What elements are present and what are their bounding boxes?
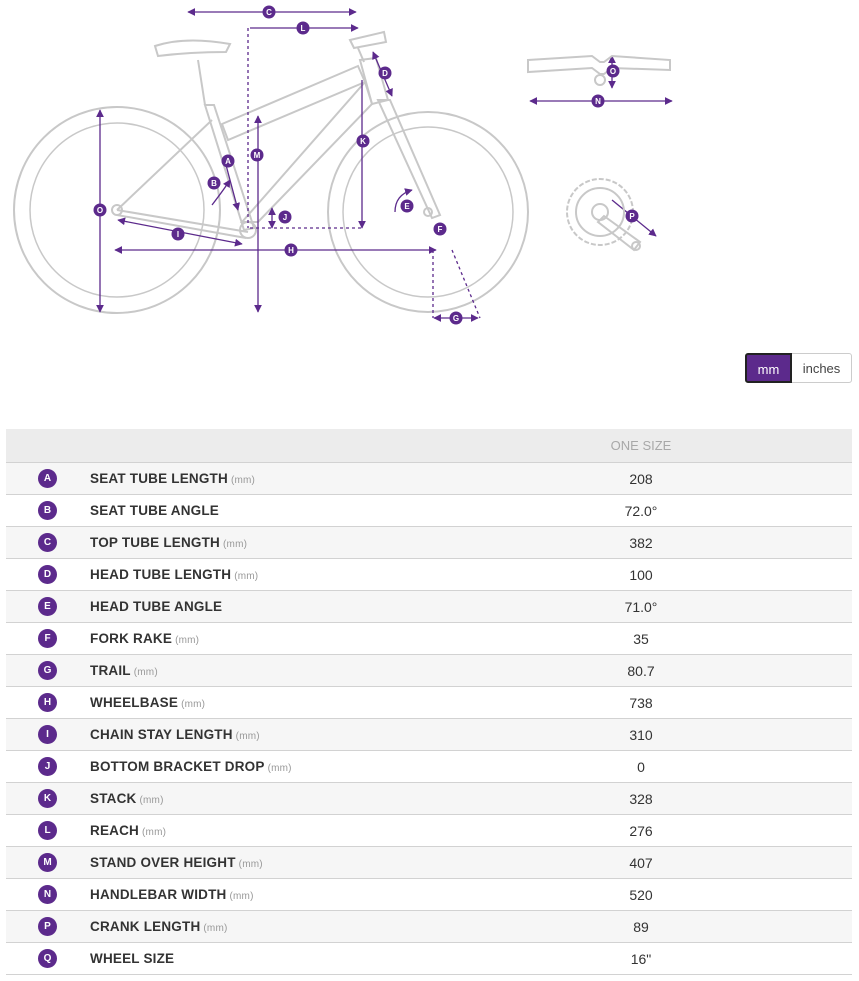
top-tube (222, 66, 365, 140)
row-name-cell (90, 623, 430, 655)
row-letter-cell (6, 495, 90, 527)
row-letter-cell (6, 751, 90, 783)
chain-stay (117, 210, 248, 232)
mm-button[interactable]: mm (745, 353, 792, 383)
measurement-value: 0 (430, 751, 852, 783)
row-name-cell (90, 495, 430, 527)
svg-text:A: A (225, 157, 231, 166)
letter-badge: F (38, 629, 57, 648)
dimension-lines (100, 12, 672, 318)
letter-badge: Q (38, 949, 57, 968)
table-row (6, 495, 852, 527)
row-name-cell (90, 783, 430, 815)
letter-badge: E (38, 597, 57, 616)
row-name-cell (90, 911, 430, 943)
name-column-header (90, 429, 430, 463)
seat-stay (117, 120, 212, 210)
letter-badge: K (38, 789, 57, 808)
measurement-value: 738 (430, 687, 852, 719)
svg-text:K: K (360, 137, 366, 146)
letter-badge: H (38, 693, 57, 712)
svg-text:L: L (300, 24, 306, 33)
row-name-cell (90, 879, 430, 911)
letter-badge: P (38, 917, 57, 936)
measurement-value: 382 (430, 527, 852, 559)
table-row (6, 815, 852, 847)
letter-column-header (6, 429, 90, 463)
row-letter-cell (6, 783, 90, 815)
row-name-cell (90, 527, 430, 559)
row-name-cell (90, 559, 430, 591)
measurement-value: 407 (430, 847, 852, 879)
row-name-cell (90, 815, 430, 847)
measurement-unit: (mm) (234, 571, 259, 582)
row-letter-cell (6, 847, 90, 879)
saddle (155, 40, 230, 56)
measurement-name: WHEEL SIZE (90, 951, 175, 966)
measurement-name: STACK (90, 791, 137, 806)
size-column-header: ONE SIZE (430, 429, 852, 463)
row-name-cell (90, 687, 430, 719)
table-row (6, 527, 852, 559)
svg-text:D: D (382, 69, 388, 78)
letter-badge: B (38, 501, 57, 520)
svg-text:M: M (253, 151, 261, 160)
row-name-cell (90, 751, 430, 783)
measurement-name: TRAIL (90, 663, 131, 678)
row-letter-cell (6, 943, 90, 975)
table-row (6, 751, 852, 783)
measurement-value: 276 (430, 815, 852, 847)
measurement-value: 328 (430, 783, 852, 815)
measurement-name: SEAT TUBE ANGLE (90, 503, 220, 518)
inches-button[interactable]: inches (792, 353, 852, 383)
svg-text:P: P (629, 212, 635, 221)
table-row (6, 655, 852, 687)
letter-badge: J (38, 757, 57, 776)
svg-text:O: O (96, 206, 104, 215)
seatpost (198, 60, 205, 105)
measurement-unit: (mm) (142, 827, 167, 838)
svg-text:N: N (595, 97, 601, 106)
svg-text:O: O (609, 67, 617, 76)
svg-text:I: I (176, 230, 180, 239)
row-name-cell (90, 847, 430, 879)
table-row (6, 623, 852, 655)
letter-badge: M (38, 853, 57, 872)
measurement-value: 520 (430, 879, 852, 911)
measurement-value: 310 (430, 719, 852, 751)
measurement-value: 89 (430, 911, 852, 943)
svg-text:F: F (437, 225, 443, 234)
measurement-name: REACH (90, 823, 140, 838)
measurement-value: 35 (430, 623, 852, 655)
letter-badge: L (38, 821, 57, 840)
measurement-unit: (mm) (267, 763, 292, 774)
table-row (6, 943, 852, 975)
measurement-value: 80.7 (430, 655, 852, 687)
measurement-unit: (mm) (203, 923, 228, 934)
measurement-unit: (mm) (223, 539, 248, 550)
row-letter-cell (6, 655, 90, 687)
measurement-unit: (mm) (238, 859, 263, 870)
table-row (6, 687, 852, 719)
row-letter-cell (6, 879, 90, 911)
row-letter-cell (6, 815, 90, 847)
geometry-table (6, 429, 852, 975)
table-row (6, 847, 852, 879)
bike-drawing (14, 32, 528, 313)
row-name-cell (90, 943, 430, 975)
measurement-value: 71.0° (430, 591, 852, 623)
measurement-name: HEAD TUBE LENGTH (90, 567, 232, 582)
svg-text:G: G (452, 314, 460, 323)
measurement-unit: (mm) (235, 731, 260, 742)
row-letter-cell (6, 463, 90, 495)
table-row (6, 591, 852, 623)
row-letter-cell (6, 687, 90, 719)
measurement-name: STAND OVER HEIGHT (90, 855, 236, 870)
row-letter-cell (6, 559, 90, 591)
letter-badge: D (38, 565, 57, 584)
letter-badge: C (38, 533, 57, 552)
table-row (6, 911, 852, 943)
table-row (6, 463, 852, 495)
letter-badge: I (38, 725, 57, 744)
seat-tube (205, 105, 254, 230)
row-name-cell (90, 591, 430, 623)
letter-badge: A (38, 469, 57, 488)
row-letter-cell (6, 527, 90, 559)
row-letter-cell (6, 591, 90, 623)
measurement-value: 16" (430, 943, 852, 975)
measurement-value: 100 (430, 559, 852, 591)
measurement-value: 72.0° (430, 495, 852, 527)
svg-text:C: C (266, 8, 272, 17)
measurement-unit: (mm) (181, 699, 206, 710)
table-row (6, 783, 852, 815)
svg-text:B: B (211, 179, 217, 188)
measurement-name: SEAT TUBE LENGTH (90, 471, 228, 486)
row-name-cell (90, 463, 430, 495)
handlebar-drawing (528, 56, 670, 85)
row-name-cell (90, 719, 430, 751)
measurement-unit: (mm) (175, 635, 200, 646)
svg-text:E: E (404, 202, 410, 211)
measurement-unit: (mm) (229, 891, 254, 902)
geometry-table-body (6, 463, 852, 975)
unit-toggle (745, 353, 852, 383)
table-row (6, 719, 852, 751)
measurement-name: BOTTOM BRACKET DROP (90, 759, 265, 774)
row-name-cell (90, 655, 430, 687)
letter-badge: N (38, 885, 57, 904)
table-row (6, 879, 852, 911)
measurement-name: HANDLEBAR WIDTH (90, 887, 227, 902)
measurement-value: 208 (430, 463, 852, 495)
table-header-row (6, 429, 852, 463)
measurement-name: TOP TUBE LENGTH (90, 535, 221, 550)
table-row (6, 559, 852, 591)
measurement-unit: (mm) (139, 795, 164, 806)
measurement-name: HEAD TUBE ANGLE (90, 599, 223, 614)
letter-badge: G (38, 661, 57, 680)
measurement-name: FORK RAKE (90, 631, 173, 646)
svg-text:J: J (282, 213, 288, 222)
row-letter-cell (6, 911, 90, 943)
row-letter-cell (6, 623, 90, 655)
row-letter-cell (6, 719, 90, 751)
svg-text:H: H (288, 246, 294, 255)
measurement-unit: (mm) (230, 475, 256, 486)
measurement-name: CRANK LENGTH (90, 919, 201, 934)
measurement-name: CHAIN STAY LENGTH (90, 727, 233, 742)
measurement-name: WHEELBASE (90, 695, 179, 710)
bike-geometry-diagram (0, 0, 859, 330)
measurement-unit: (mm) (133, 667, 158, 678)
